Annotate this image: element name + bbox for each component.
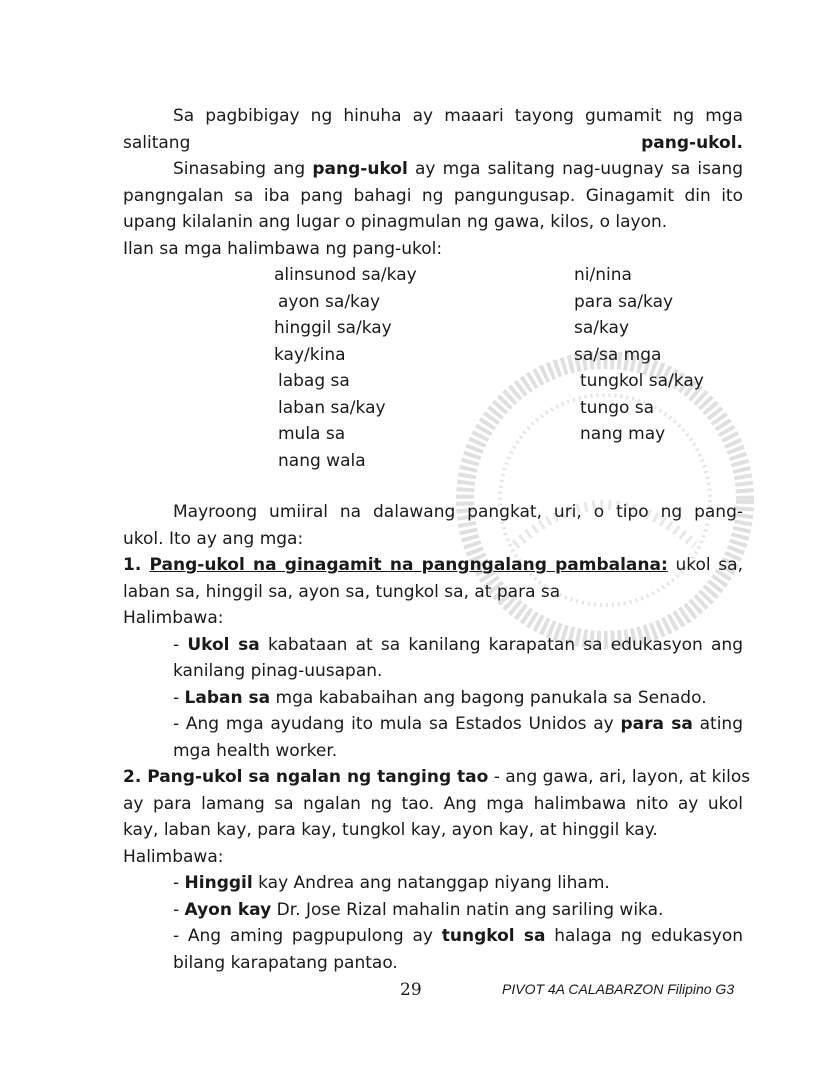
list-item: tungkol sa/kay <box>580 371 704 391</box>
section-1: 1. Pang-ukol na ginagamit na pangngalang pambalana: ukol sa, laban sa, hinggil sa, ayon sa, tungkol sa, at para sa Halimbawa: - Ukol sa kabataan at sa kanilang karapatan sa edukasyon ang kanilang pinag-uusapan. - Laban sa mga kababaihan ang bagong panukala sa Senado. - Ang mga ayudang ito mula sa Estados Unidos ay para sa ating mga health worker. <box>123 555 743 761</box>
list-item: tungo sa <box>580 397 655 418</box>
examples-left-column <box>274 262 417 474</box>
list-item: para sa/kay <box>574 291 674 312</box>
examples-right-column <box>574 262 704 448</box>
list-item: nang wala <box>278 450 366 471</box>
page-number: 29 <box>400 980 422 1000</box>
list-item: sa/sa mga <box>574 344 662 365</box>
kinds-paragraph: Mayroong umiiral na dalawang pangkat, uri, o tipo ng pang- ukol. Ito ay ang mga: <box>123 502 743 549</box>
definition-paragraph: Sinasabing ang pang-ukol ay mga salitang nag-uugnay sa isang pangngalan sa iba pang bahagi ng pangungusap. Ginagamit din ito upang kilalanin ang lugar o pinagmulan ng gawa, kilos, o layon. Ilan sa mga halimbawa ng pang-ukol: <box>123 159 743 259</box>
list-item: nang may <box>580 424 666 444</box>
footer-title: PIVOT 4A CALABARZON Filipino G3 <box>502 981 735 997</box>
list-item: alinsunod sa/kay <box>274 265 417 285</box>
list-item: mula sa <box>278 424 346 444</box>
list-item: ni/nina <box>574 265 632 285</box>
list-item: kay/kina <box>274 344 346 365</box>
section-2: 2. Pang-ukol sa ngalan ng tanging tao - ang gawa, ari, layon, at kilos ay para lamang sa ngalan ng tao. Ang mga halimbawa nito ay ukol kay, laban kay, para kay, tungkol kay, ayon kay, at hinggil kay. Halimbawa: - Hinggil kay Andrea ang natanggap niyang liham. - Ayon kay Dr. Jose Rizal mahalin natin ang sariling wika. - Ang aming pagpupulong ay tungkol sa halaga ng edukasyon bilang karapatang pantao. <box>123 767 751 973</box>
list-item: sa/kay <box>574 318 630 338</box>
intro-paragraph: Sa pagbibigay ng hinuha ay maaari tayong gumamit ng mga salitang pang-ukol. <box>123 106 743 153</box>
list-item: labag sa <box>278 371 350 391</box>
list-item: laban sa/kay <box>278 397 386 418</box>
list-item: hinggil sa/kay <box>274 318 392 338</box>
list-item: ayon sa/kay <box>278 291 381 312</box>
